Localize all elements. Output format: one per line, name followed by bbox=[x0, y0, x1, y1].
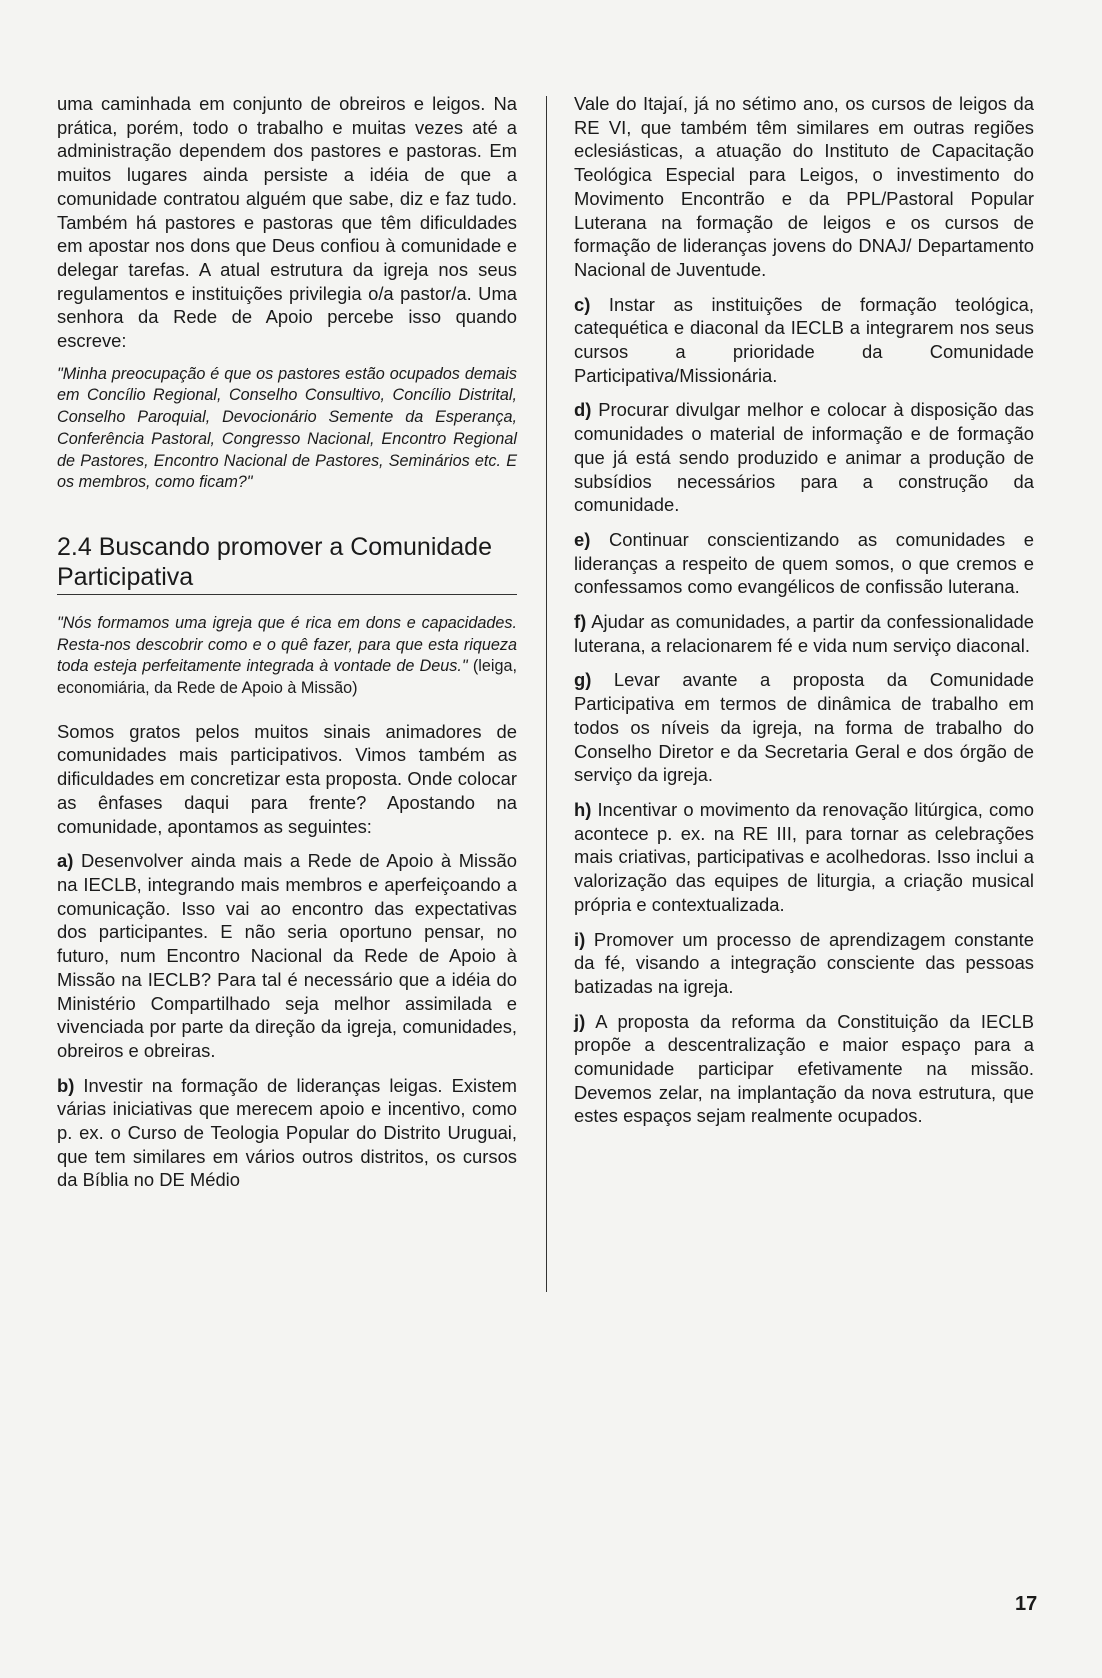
item-a-label: a) bbox=[57, 850, 74, 872]
item-i-label: i) bbox=[574, 928, 586, 950]
column-divider bbox=[546, 96, 547, 1292]
item-d-text: Procurar divulgar melhor e colocar à disposição das comunidades o material de informação e de formação que já está sendo produzido e animar a produção de subsídios necessários para a construção da comunidade. bbox=[574, 399, 1034, 516]
item-d bbox=[574, 398, 1034, 517]
gifts-quote-attribution: (leiga, economiária, da Rede de Apoio à Missão) bbox=[57, 657, 518, 698]
item-j bbox=[574, 1010, 1034, 1129]
item-e bbox=[574, 528, 1034, 599]
item-f-label: f) bbox=[574, 611, 587, 633]
pastor-concern-quote: "Minha preocupação é que os pastores estão ocupados demais em Concílio Regional, Conselho Consultivo, Concílio Distrital, Conselho Paroquial, Devocionário Semente da Esperança, Conferência Pastoral, Congresso Nacional, Encontro Regional de Pastores, Encontro Nacional de Pastores, Seminários etc. E os membros, como ficam?" bbox=[57, 364, 517, 492]
item-h-label: h) bbox=[574, 798, 592, 820]
intro-paragraph: uma caminhada em conjunto de obreiros e leigos. Na prática, porém, todo o trabalho e muitas vezes até a administração dependem dos pastores e pastoras. Em muitos lugares ainda persiste a idéia de que a comunidade contratou alguém que sabe, diz e faz tudo. Também há pastores e pastoras que têm dificuldades em apostar nos dons que Deus confiou à comunidade e delegar tarefas. A atual estrutura da igreja nos seus regulamentos e instituições privilegia o/a pastor/a. Uma senhora da Rede de Apoio percebe isso quando escreve: bbox=[57, 93, 517, 352]
item-d-label: d) bbox=[574, 399, 592, 421]
item-f-text: Ajudar as comunidades, a partir da confessionalidade luterana, a relacionarem fé e vida num serviço diaconal. bbox=[574, 611, 1034, 656]
left-column bbox=[57, 92, 517, 1192]
item-a bbox=[57, 849, 517, 1062]
gifts-quote-text: "Nós formamos uma igreja que é rica em dons e capacidades. Resta-nos descobrir como e o quê fazer, para que esta riqueza toda esteja perfeitamente integrada à vontade de Deus." bbox=[57, 613, 517, 676]
section-heading: 2.4 Buscando promover a Comunidade Participativa bbox=[57, 532, 517, 595]
item-b-continuation: Vale do Itajaí, já no sétimo ano, os cursos de leigos da RE VI, que também têm similares em outras regiões eclesiásticas, a atuação do Instituto de Capacitação Teológica Especial para Leigos, o investimento do Movimento Encontrão e da PPL/Pastoral Popular Luterana na formação de leigos e os cursos de formação de lideranças jovens do DNAJ/ Departamento Nacional de Juventude. bbox=[574, 93, 1034, 280]
item-g-label: g) bbox=[574, 669, 592, 691]
item-g-text: Levar avante a proposta da Comunidade Participativa em termos de dinâmica de trabalho em todos os níveis da igreja, na forma de trabalho do Conselho Diretor e da Secretaria Geral e dos órgão de serviço da igreja. bbox=[574, 669, 1034, 786]
item-h bbox=[574, 798, 1034, 917]
item-a-text: Desenvolver ainda mais a Rede de Apoio à Missão na IECLB, integrando mais membros e aperfeiçoando a comunicação. Isso vai ao encontro das expectativas dos participantes. E não seria oportuno pensar, no futuro, num Encontro Nacional da Rede de Apoio à Missão na IECLB? Para tal é necessário que a idéia do Ministério Compartilhado seja melhor assimilada e vivenciada por parte da direção da igreja, comunidades, obreiros e obreiras. bbox=[57, 850, 517, 1061]
item-c bbox=[574, 293, 1034, 388]
item-f bbox=[574, 610, 1034, 657]
item-j-text: A proposta da reforma da Constituição da IECLB propõe a descentralização e maior espaço para a comunidade participar efetivamente na missão. Devemos zelar, na implantação da nova estrutura, que estes espaços sejam realmente ocupados. bbox=[574, 1010, 1034, 1127]
item-e-text: Continuar conscientizando as comunidades e lideranças a respeito de quem somos, o que cremos e confessamos como evangélicos de confissão luterana. bbox=[574, 528, 1034, 598]
gratitude-paragraph: Somos gratos pelos muitos sinais animadores de comunidades mais participativos. Vimos também as dificuldades em concretizar esta proposta. Onde colocar as ênfases daqui para frente? Apostando na comunidade, apontamos as seguintes: bbox=[57, 720, 517, 837]
item-j-label: j) bbox=[574, 1010, 586, 1032]
item-b bbox=[57, 1074, 517, 1193]
item-h-text: Incentivar o movimento da renovação litúrgica, como acontece p. ex. na RE III, para tornar as celebrações mais criativas, participativas e acolhedoras. Isso inclui a valorização das equipes de liturgia, a criação musical própria e contextualizada. bbox=[574, 798, 1034, 915]
item-b-label: b) bbox=[57, 1074, 75, 1096]
item-g bbox=[574, 668, 1034, 787]
gifts-quote bbox=[57, 613, 517, 700]
right-column bbox=[574, 92, 1034, 1128]
item-i-text: Promover um processo de aprendizagem constante da fé, visando a integração consciente das pessoas batizadas na igreja. bbox=[574, 928, 1034, 997]
item-c-label: c) bbox=[574, 293, 591, 315]
item-c-text: Instar as instituições de formação teológica, catequética e diaconal da IECLB a integrarem nos seus cursos a prioridade da Comunidade Participativa/Missionária. bbox=[574, 293, 1034, 386]
item-e-label: e) bbox=[574, 528, 591, 550]
page-number: 17 bbox=[1015, 1593, 1038, 1615]
item-i bbox=[574, 928, 1034, 999]
item-b-text: Investir na formação de lideranças leigas. Existem várias iniciativas que merecem apoio e incentivo, como p. ex. o Curso de Teologia Popular do Distrito Uruguai, que tem similares em vários outros distritos, os cursos da Bíblia no DE Médio bbox=[57, 1074, 517, 1191]
